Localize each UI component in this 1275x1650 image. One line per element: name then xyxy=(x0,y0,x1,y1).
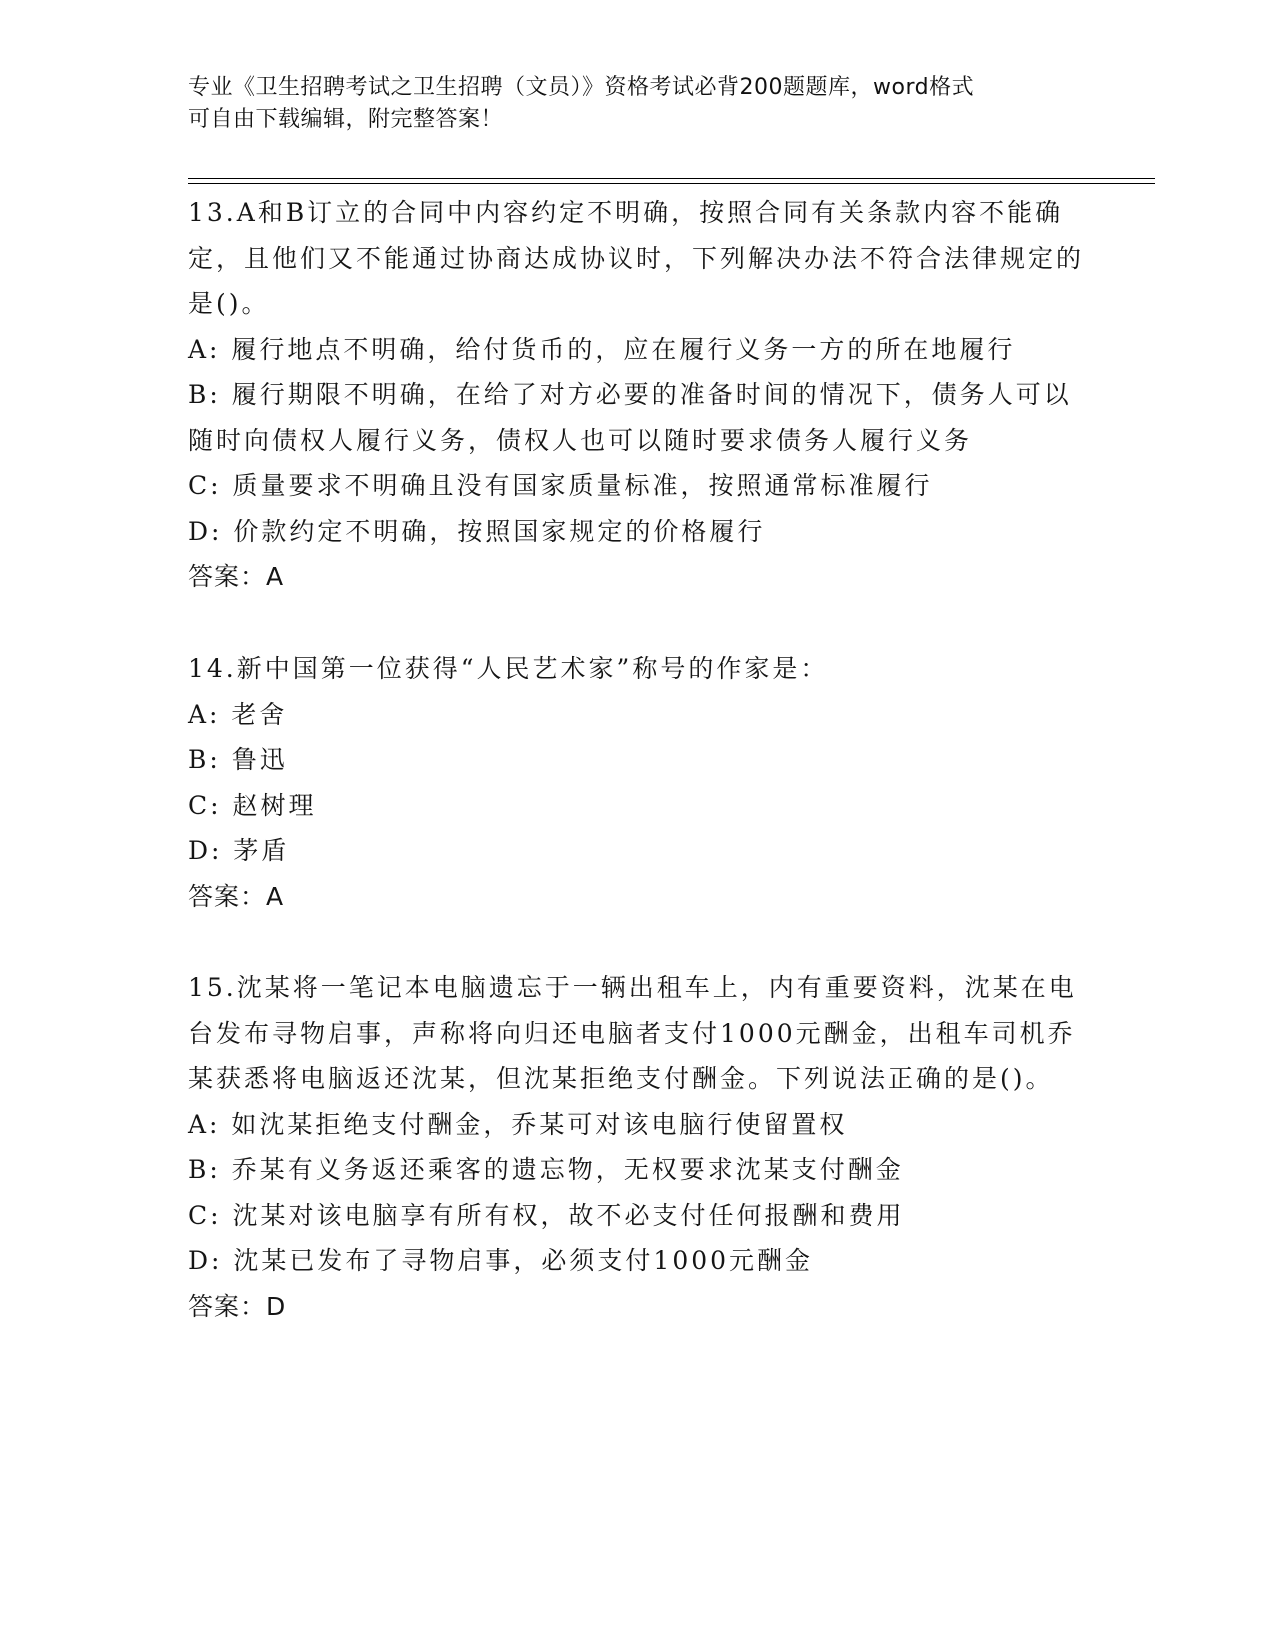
option-a: A: 履行地点不明确，给付货币的，应在履行义务一方的所在地履行 xyxy=(188,334,1016,364)
option-b: B: 鲁迅 xyxy=(188,745,288,774)
question-stem: 14.新中国第一位获得“人民艺术家”称号的作家是： xyxy=(188,654,829,683)
option-b: B: 乔某有义务返还乘客的遗忘物，无权要求沈某支付酬金 xyxy=(188,1155,904,1184)
question-15 xyxy=(188,965,1088,1329)
question-14 xyxy=(188,646,1088,919)
question-stem: 15.沈某将一笔记本电脑遗忘于一辆出租车上，内有重要资料，沈某在电台发布寻物启事，声称将向归还电脑者支付1000元酬金，出租车司机乔某获悉将电脑返还沈某，但沈某拒绝支付酬金。下列说法正确的是()。 xyxy=(188,973,1077,1093)
option-d: D: 价款约定不明确，按照国家规定的价格履行 xyxy=(188,516,766,546)
answer: 答案：D xyxy=(188,1291,287,1321)
header-rule-top xyxy=(188,178,1155,179)
document-header: 专业《卫生招聘考试之卫生招聘（文员）》资格考试必背200题题库，word格式 可自由下载编辑，附完整答案！ xyxy=(188,75,975,132)
option-d: D: 茅盾 xyxy=(188,836,290,865)
option-a: A: 老舍 xyxy=(188,699,288,729)
question-13 xyxy=(188,190,1088,600)
option-a: A: 如沈某拒绝支付酬金，乔某可对该电脑行使留置权 xyxy=(188,1109,848,1139)
answer: 答案：A xyxy=(188,562,285,591)
option-d: D: 沈某已发布了寻物启事，必须支付1000元酬金 xyxy=(188,1246,814,1275)
option-c: C: 赵树理 xyxy=(188,790,317,820)
question-stem: 13.A和B订立的合同中内容约定不明确，按照合同有关条款内容不能确定，且他们又不能通过协商达成协议时，下列解决办法不符合法律规定的是()。 xyxy=(188,198,1085,318)
option-b: B: 履行期限不明确，在给了对方必要的准备时间的情况下，债务人可以随时向债权人履行义务，债权人也可以随时要求债务人履行义务 xyxy=(188,380,1072,455)
header-rule-bottom xyxy=(188,183,1155,184)
option-c: C: 沈某对该电脑享有所有权，故不必支付任何报酬和费用 xyxy=(188,1200,905,1230)
answer: 答案：A xyxy=(188,881,285,911)
option-c: C: 质量要求不明确且没有国家质量标准，按照通常标准履行 xyxy=(188,471,933,500)
